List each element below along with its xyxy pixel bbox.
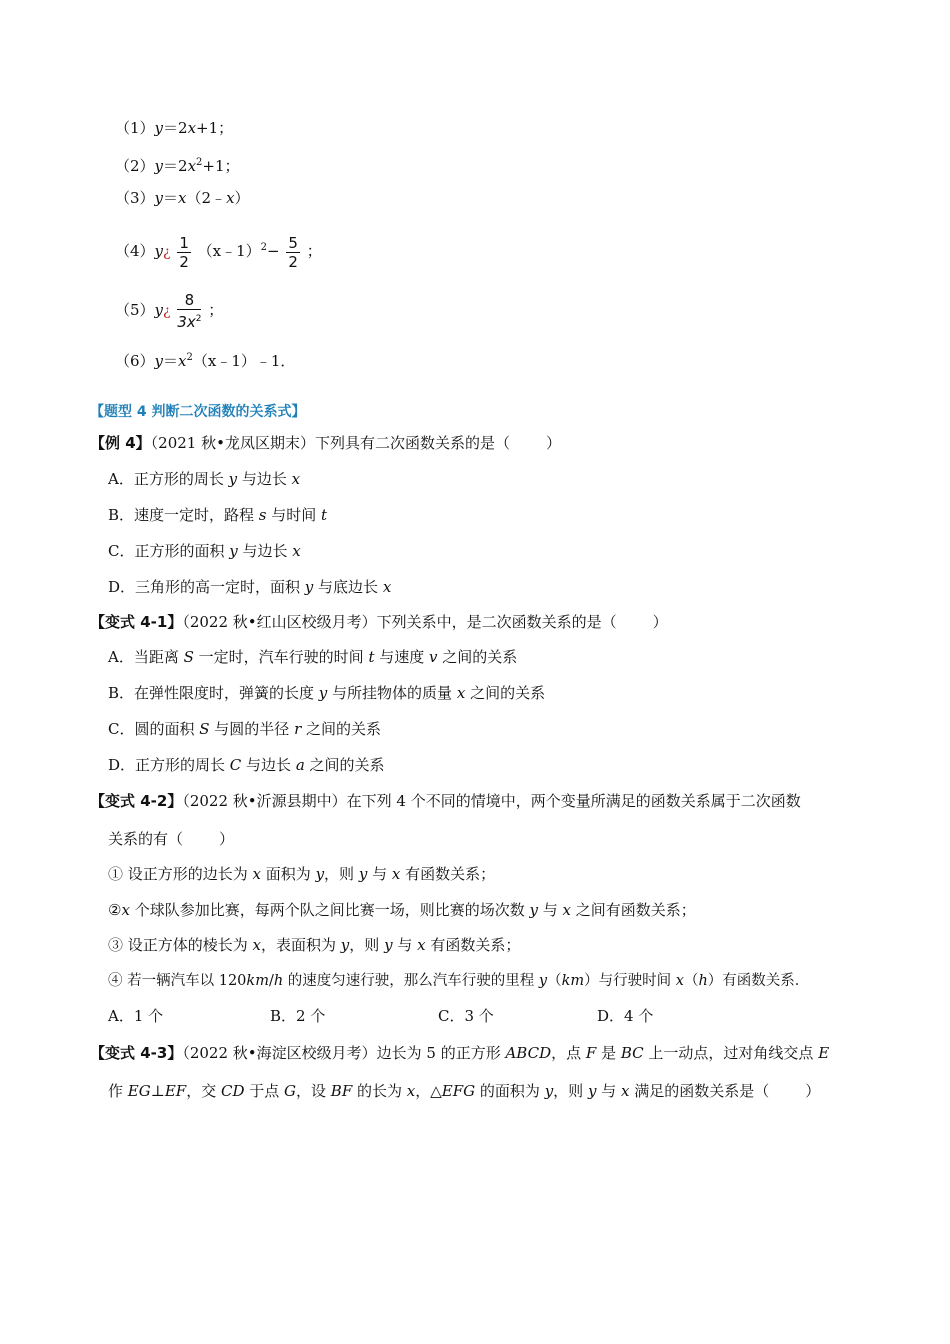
variant-4-2-question: 【变式 4-2】（2022 秋•沂源县期中）在下列 4 个不同的情境中，两个变量所满足的函数关系属于二次函数 (90, 792, 801, 810)
fraction: $\frac{5}{2}$ (288, 233, 298, 271)
formula-6: $(6)y=x^2(x﹣1)﹣1$． (115, 352, 296, 370)
example-4-question: 【例 4】（2021 秋•龙凤区期末）下列具有二次函数关系的是（ ） (90, 434, 561, 452)
section-heading: 【题型 4 判断二次函数的关系式】 (90, 404, 306, 420)
variant-4-1-option-c: C．圆的面积 S 与圆的半径 r 之间的关系 (108, 720, 382, 738)
formula-5: （5）y¿ $\frac{8}{3x^2}$ ； (115, 291, 224, 331)
formula-4: （4）y¿ $\frac{1}{2}$ （x﹣1）$^2$− $\frac{5}{2}$ ； (115, 233, 322, 271)
variant-4-1-question: 【变式 4-1】（2022 秋•红山区校级月考）下列关系中，是二次函数关系的是（ ） (90, 613, 668, 631)
variant-4-2-item-4: ④ 若一辆汽车以 120km/h 的速度匀速行驶，那么汽车行驶的里程 y（km）与行驶时间 x（h）有函数关系． (108, 973, 810, 989)
example-4-option-d: D．三角形的高一定时，面积 y 与底边长 x (108, 578, 392, 596)
variant-4-2-option-d: D．4 个 (597, 1007, 654, 1025)
variant-4-2-item-1: ① 设正方形的边长为 x 面积为 y，则 y 与 x 有函数关系； (108, 865, 496, 883)
variant-4-2-item-3: ③ 设正方体的棱长为 x，表面积为 y，则 y 与 x 有函数关系； (108, 936, 521, 954)
variant-4-3-question: 【变式 4-3】（2022 秋•海淀区校级月考）边长为 5 的正方形 ABCD，点 F 是 BC 上一动点，过对角线交点 E (90, 1044, 830, 1062)
variant-4-3-question-cont: 作 EG⊥EF，交 CD 于点 G，设 BF 的长为 x，△EFG 的面积为 y，则 y 与 x 满足的函数关系是（ ） (108, 1082, 821, 1100)
variant-4-2-question-cont: 关系的有（ ） (108, 830, 235, 848)
example-4-option-c: C．正方形的面积 y 与边长 x (108, 542, 301, 560)
variant-4-1-option-a: A．当距离 S 一定时，汽车行驶的时间 t 与速度 v 之间的关系 (108, 648, 518, 666)
variant-4-1-option-b: B．在弹性限度时，弹簧的长度 y 与所挂物体的质量 x 之间的关系 (108, 684, 546, 702)
fraction: $\frac{1}{2}$ (179, 233, 189, 271)
example-4-option-b: B．速度一定时，路程 s 与时间 t (108, 506, 328, 524)
formula-3: （3）y＝x（2﹣x） (115, 189, 250, 207)
example-4-option-a: A．正方形的周长 y 与边长 x (108, 470, 301, 488)
fraction: $\frac{8}{3x^2}$ (177, 291, 202, 331)
variant-4-2-option-c: C．3 个 (438, 1007, 494, 1025)
formula-1: （1）y＝2x+1； (115, 119, 234, 137)
formula-2: $(2)y=2x^2+1$； (115, 157, 240, 175)
variant-4-2-option-a: A．1 个 (108, 1007, 164, 1025)
variant-4-2-option-b: B．2 个 (270, 1007, 326, 1025)
variant-4-1-option-d: D．正方形的周长 C 与边长 a 之间的关系 (108, 756, 385, 774)
variant-4-2-item-2: ②x 个球队参加比赛，每两个队之间比赛一场，则比赛的场次数 y 与 x 之间有函数关系； (108, 901, 696, 919)
